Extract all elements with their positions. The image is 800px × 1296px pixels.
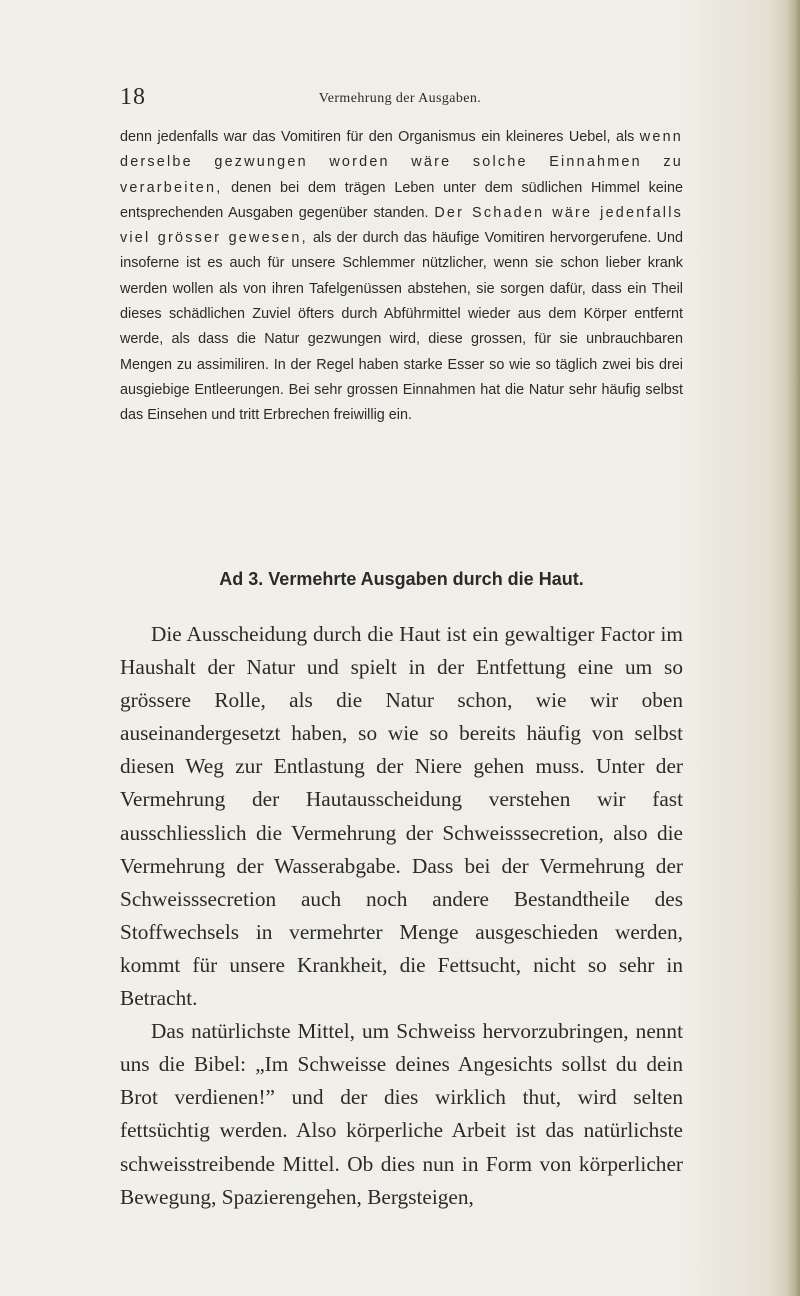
- running-title: Vermehrung der Ausgaben.: [318, 91, 482, 106]
- paragraph-1-text-c: als der durch das häufige Vomitiren hervorgerufene. Und insoferne ist es auch für unsere Schlemmer nützlicher, wenn sie schon lieber krank werden wollen als von ihren Tafelgenüssen abstehen, sie sorgen dafür, dass ein Theil dieses schädlichen Zuviel öfters durch Abführmittel wieder aus dem Körper entfernt werde, als dass die Natur gezwungen wird, diese grossen, für sie unbrauchbaren Mengen zu assimiliren. In der Regel haben starke Esser so wie so täglich zwei bis drei ausgiebige Entleerungen. Bei sehr grossen Einnahmen hat die Natur sehr häufig selbst das Einsehen und tritt Erbrechen freiwillig ein.: [120, 230, 683, 424]
- paragraph-2: Die Ausscheidung durch die Haut ist ein gewaltiger Factor im Haushalt der Natur und spielt in der Entfettung eine um so grössere Rolle, als die Natur schon, wie wir oben auseinandergesetzt haben, so wie so bereits häufig von selbst diesen Weg zur Entlastung der Niere gehen muss. Unter der Vermehrung der Hautausscheidung verstehen wir fast ausschliesslich die Vermehrung der Schweisssecretion, also die Vermehrung der Wasserabgabe. Dass bei der Vermehrung der Schweisssecretion auch noch andere Bestandtheile des Stoffwechsels in vermehrter Menge ausgeschieden werden, kommt für unsere Krankheit, die Fettsucht, nicht so sehr in Betracht.: [120, 622, 683, 1011]
- page-number: 18: [120, 84, 146, 110]
- paragraph-3: Das natürlichste Mittel, um Schweiss hervorzubringen, nennt uns die Bibel: „Im Schweisse deines Angesichts sollst du dein Brot verdienen!” und der dies wirklich thut, wird selten fettsüchtig werden. Also körperliche Arbeit ist das natürlichste schweisstreibende Mittel. Ob dies nun in Form von körperlicher Bewegung, Spazierengehen, Bergsteigen,: [120, 1019, 683, 1209]
- page-edge-shadow: [786, 0, 800, 1296]
- main-text: [120, 618, 683, 1214]
- paragraph-1-text-a: denn jedenfalls war das Vomitiren für den Organismus ein kleineres Uebel, als: [120, 129, 640, 145]
- small-print-paragraph: [120, 125, 683, 429]
- paragraph-1-emphasis-b: Der Schaden wäre jedenfalls viel grösser gewesen,: [120, 204, 683, 247]
- paragraph-1-emphasis-a: wenn derselbe gezwungen worden wäre solche Einnahmen zu verarbeiten,: [120, 129, 683, 196]
- paragraph-1: [120, 125, 683, 429]
- page-header: [120, 84, 680, 114]
- section-heading: Ad 3. Vermehrte Ausgaben durch die Haut.: [219, 569, 584, 589]
- paragraph-1-text-b: denen bei dem trägen Leben unter dem südlichen Himmel keine entsprechenden Ausgaben gegenüber standen.: [120, 179, 683, 221]
